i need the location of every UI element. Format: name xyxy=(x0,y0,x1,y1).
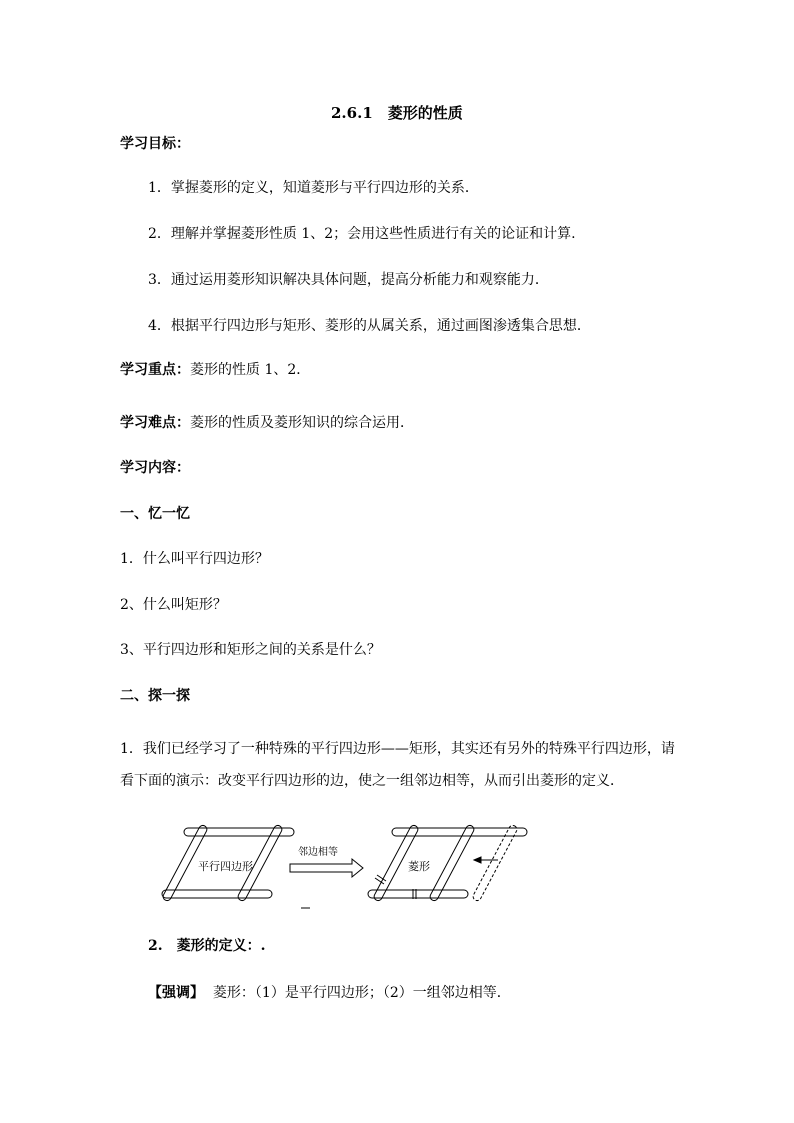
key-points-text: 菱形的性质 1、2． xyxy=(190,362,311,378)
section1-heading: 一、忆一忆 xyxy=(120,506,190,522)
figure-left-label: 平行四边形 xyxy=(198,861,253,873)
section1-item: 2、什么叫矩形？ xyxy=(120,597,227,613)
figure-right-label: 菱形 xyxy=(408,861,430,873)
section2-paragraph-line2: 看下面的演示：改变平行四边形的边，使之一组邻边相等，从而引出菱形的定义． xyxy=(120,773,624,789)
emphasis xyxy=(148,984,511,1002)
goal-item: 4．根据平行四边形与矩形、菱形的从属关系，通过画图渗透集合思想． xyxy=(148,318,591,334)
key-points-label: 学习重点： xyxy=(120,362,190,378)
section1-item: 3、平行四边形和矩形之间的关系是什么？ xyxy=(120,642,381,658)
emphasis-text: 菱形：（1）是平行四边形；（2）一组邻边相等． xyxy=(212,985,511,1001)
rhombus-demo-figure xyxy=(160,818,540,918)
key-points xyxy=(120,361,310,379)
page-title: 2.6.1 菱形的性质 xyxy=(331,104,463,122)
section2-paragraph-line1: 1．我们已经学习了一种特殊的平行四边形——矩形，其实还有另外的特殊平行四边形，请 xyxy=(120,741,675,757)
difficulties-label: 学习难点： xyxy=(120,415,190,431)
emphasis-label: 【强调】 xyxy=(148,985,204,1001)
top-stick xyxy=(184,828,294,836)
goal-item: 1．掌握菱形的定义，知道菱形与平行四边形的关系． xyxy=(148,180,479,196)
section2-heading: 二、探一探 xyxy=(120,688,190,704)
goal-item: 3．通过运用菱形知识解决具体问题，提高分析能力和观察能力． xyxy=(148,272,549,288)
difficulties xyxy=(120,414,414,432)
content-heading: 学习内容： xyxy=(120,460,190,476)
rhombus-definition: 2. 菱形的定义：. xyxy=(148,938,266,954)
move-left-arrow-icon xyxy=(474,857,498,863)
figure-arrow-label: 邻边相等 xyxy=(298,847,338,858)
goal-item: 2．理解并掌握菱形性质 1、2；会用这些性质进行有关的论证和计算. xyxy=(148,226,576,242)
goals-heading: 学习目标： xyxy=(120,136,190,152)
difficulties-text: 菱形的性质及菱形知识的综合运用． xyxy=(190,415,414,431)
rhombus-sticks xyxy=(368,824,527,902)
section1-item: 1．什么叫平行四边形？ xyxy=(120,551,269,567)
transform-arrow-icon xyxy=(290,859,363,877)
bottom-stick xyxy=(162,890,272,898)
